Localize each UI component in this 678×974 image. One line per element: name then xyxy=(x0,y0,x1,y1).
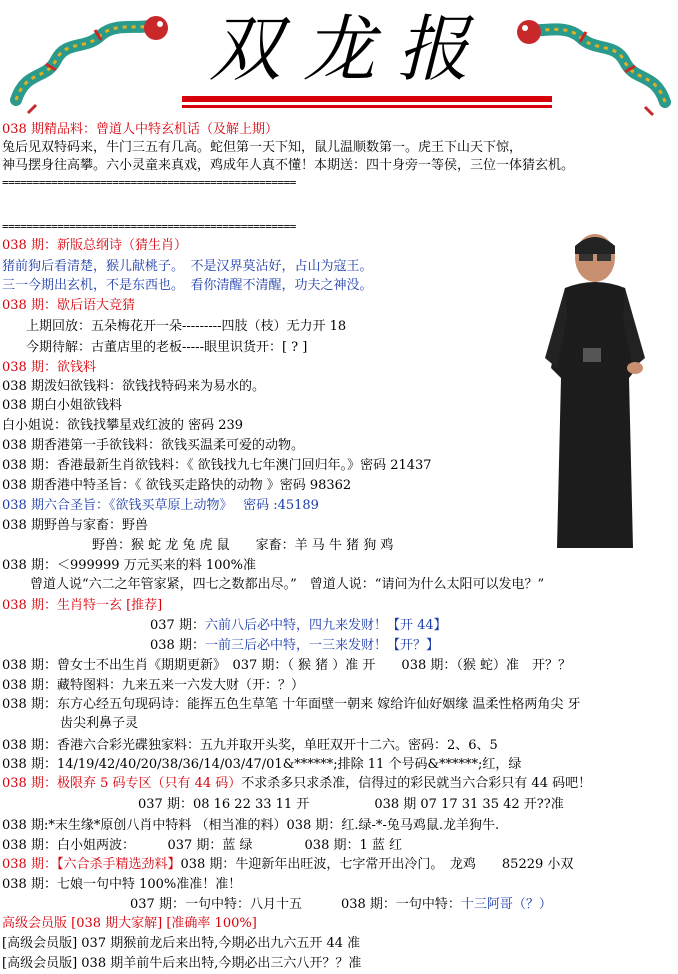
text-line: 038 期：歇后语大竞猜 xyxy=(2,298,135,313)
text-line xyxy=(130,896,552,913)
text-line: 038 期：14/19/42/40/20/38/36/14/03/47/01&******;排除 11 个号码&******;红，绿 xyxy=(2,757,522,772)
text-line: 神马摆身往高攀。六小灵童来真戏，鸡成年人真不懂！本期送：四十身旁一等侯，三位一体猜玄机。 xyxy=(2,158,575,173)
text-line: 037 期：08 16 22 33 11 开 038 期 07 17 31 35 42 开??准 xyxy=(138,797,564,812)
title-underline-thin xyxy=(182,105,552,108)
text-line xyxy=(150,637,439,654)
left-dragon-icon xyxy=(6,10,176,115)
divider-line: ================================================ xyxy=(2,220,296,233)
section-heading: 038 期：【六合杀手精选劲料】 xyxy=(2,857,181,872)
text-line: 今期待解：古董店里的老板-----眼里识货开：[ ? ] xyxy=(26,340,308,355)
text-line: [高级会员版] 038 期羊前牛后来出特,今期必出三六八开？？准 xyxy=(2,956,362,971)
issue-answer: 十三阿哥（？） xyxy=(460,897,552,912)
text-line: 038 期白小姐欲钱料 xyxy=(2,398,122,413)
text-line: 兔后见双特码来，牛门三五有几高。蛇但第一天下知，鼠儿温顺数第一。虎王下山天下惊， xyxy=(2,140,523,155)
divider-line: ================================================ xyxy=(2,176,296,189)
text-line: 038 期：香港六合彩光碟独家料：五九并取开头奖，单旺双开十二六。密码：2、6、5 xyxy=(2,738,498,753)
section-text: 不求杀多只求杀准，信得过的彩民就当六合彩只有 44 码吧！ xyxy=(241,776,592,791)
issue-text: 六前八后必中特，四九来发财！【开 44】 xyxy=(204,618,447,633)
text-line: 038 期：生肖特一玄 [推荐] xyxy=(2,598,163,613)
text-line: 038 期泼妇欲钱料：欲钱找特码来为易水的。 xyxy=(2,379,265,394)
text-line: 上期回放：五朵梅花开一朵---------四肢（枝）无力开 18 xyxy=(26,319,347,334)
text-line: 038 期:*末生缘*原创八肖中特料 （相当准的料）038 期：红.绿-*-兔马鸡鼠.龙羊狗牛. xyxy=(2,818,500,833)
text-line: 038 期：藏特图料：九来五来一六发大财（开：？） xyxy=(2,678,304,693)
text-line: 齿尖利鼻子灵 xyxy=(60,716,139,731)
text-line: 三一今期出玄机，不是东西也。 看你清醒不清醒，功夫之神没。 xyxy=(2,278,373,293)
text-line: 038 期：东方心经五句现码诗：能挥五色生草笔 十年面壁一朝来 嫁给许仙好姻缘 温柔性格两角尖 牙 xyxy=(2,697,581,712)
text-line: 高级会员版 [038 期大家解] [准确率 100%] xyxy=(2,916,257,931)
masthead-banner xyxy=(0,0,678,118)
text-line: 038 期香港第一手欲钱料：欲钱买温柔可爱的动物。 xyxy=(2,438,304,453)
text-line xyxy=(2,775,591,792)
text-line: 038 期野兽与家畜：野兽 xyxy=(2,518,148,533)
text-line: 野兽：猴 蛇 龙 兔 虎 鼠 家畜：羊 马 牛 猪 狗 鸡 xyxy=(92,538,394,553)
text-line: 038 期：香港最新生肖欲钱料：《 欲钱找九七年澳门回归年。》密码 21437 xyxy=(2,458,432,473)
section-heading: 038 期：极限弃 5 码专区（只有 44 码） xyxy=(2,776,242,791)
issue-label: 038 期： xyxy=(150,638,205,653)
issue-label: 037 期： xyxy=(150,618,205,633)
text-line: 038 期香港中特圣旨：《 欲钱买走路快的动物 》密码 98362 xyxy=(2,478,352,493)
text-line: 038 期：欲钱料 xyxy=(2,360,96,375)
section-text: 038 期：牛迎新年出旺波，七字常开出冷门。 龙鸡 85229 小双 xyxy=(180,857,574,872)
page-title: 双龙报 xyxy=(208,7,491,91)
text-line: 038 期：＜999999 万元买来的料 100%准 xyxy=(2,558,257,573)
text-line: 曾道人说“六二之年管家紧，四七之数都出尽。” 曾道人说：“请问为什么太阳可以发电？” xyxy=(30,577,545,592)
text-line: 038 期：白小姐两波： 037 期：蓝 绿 038 期：1 蓝 红 xyxy=(2,838,403,853)
text-line: 038 期：曾女士不出生肖《期期更新》 037 期：（ 猴 猪 ）准 开 038 期：（猴 蛇）准 开？？ xyxy=(2,658,571,673)
text-line: 038 期精品料：曾道人中特玄机话（及解上期） xyxy=(2,122,278,137)
text-line: 038 期六合圣旨：《欲钱买草原上动物》 密码 :45189 xyxy=(2,498,319,513)
issue-text: 037 期：一句中特：八月十五 038 期：一句中特： xyxy=(130,897,461,912)
issue-text: 一前三后必中特，一三来发财！【开？】 xyxy=(204,638,439,653)
text-line: 白小姐说：欲钱找攀星戏红波的 密码 239 xyxy=(2,418,244,433)
man-portrait-image xyxy=(525,228,675,553)
text-line xyxy=(2,856,573,873)
text-line: [高级会员版] 037 期猴前龙后来出特,今期必出九六五开 44 准 xyxy=(2,936,361,951)
text-line: 038 期：新版总纲诗（猜生肖） xyxy=(2,238,187,253)
text-line: 猪前狗后看清楚，猴儿献桃子。 不是汉界莫沾好，占山为寇王。 xyxy=(2,259,373,274)
title-underline xyxy=(182,96,552,102)
text-line xyxy=(150,617,447,634)
text-line: 038 期：七娘一句中特 100%准准！准！ xyxy=(2,877,242,892)
